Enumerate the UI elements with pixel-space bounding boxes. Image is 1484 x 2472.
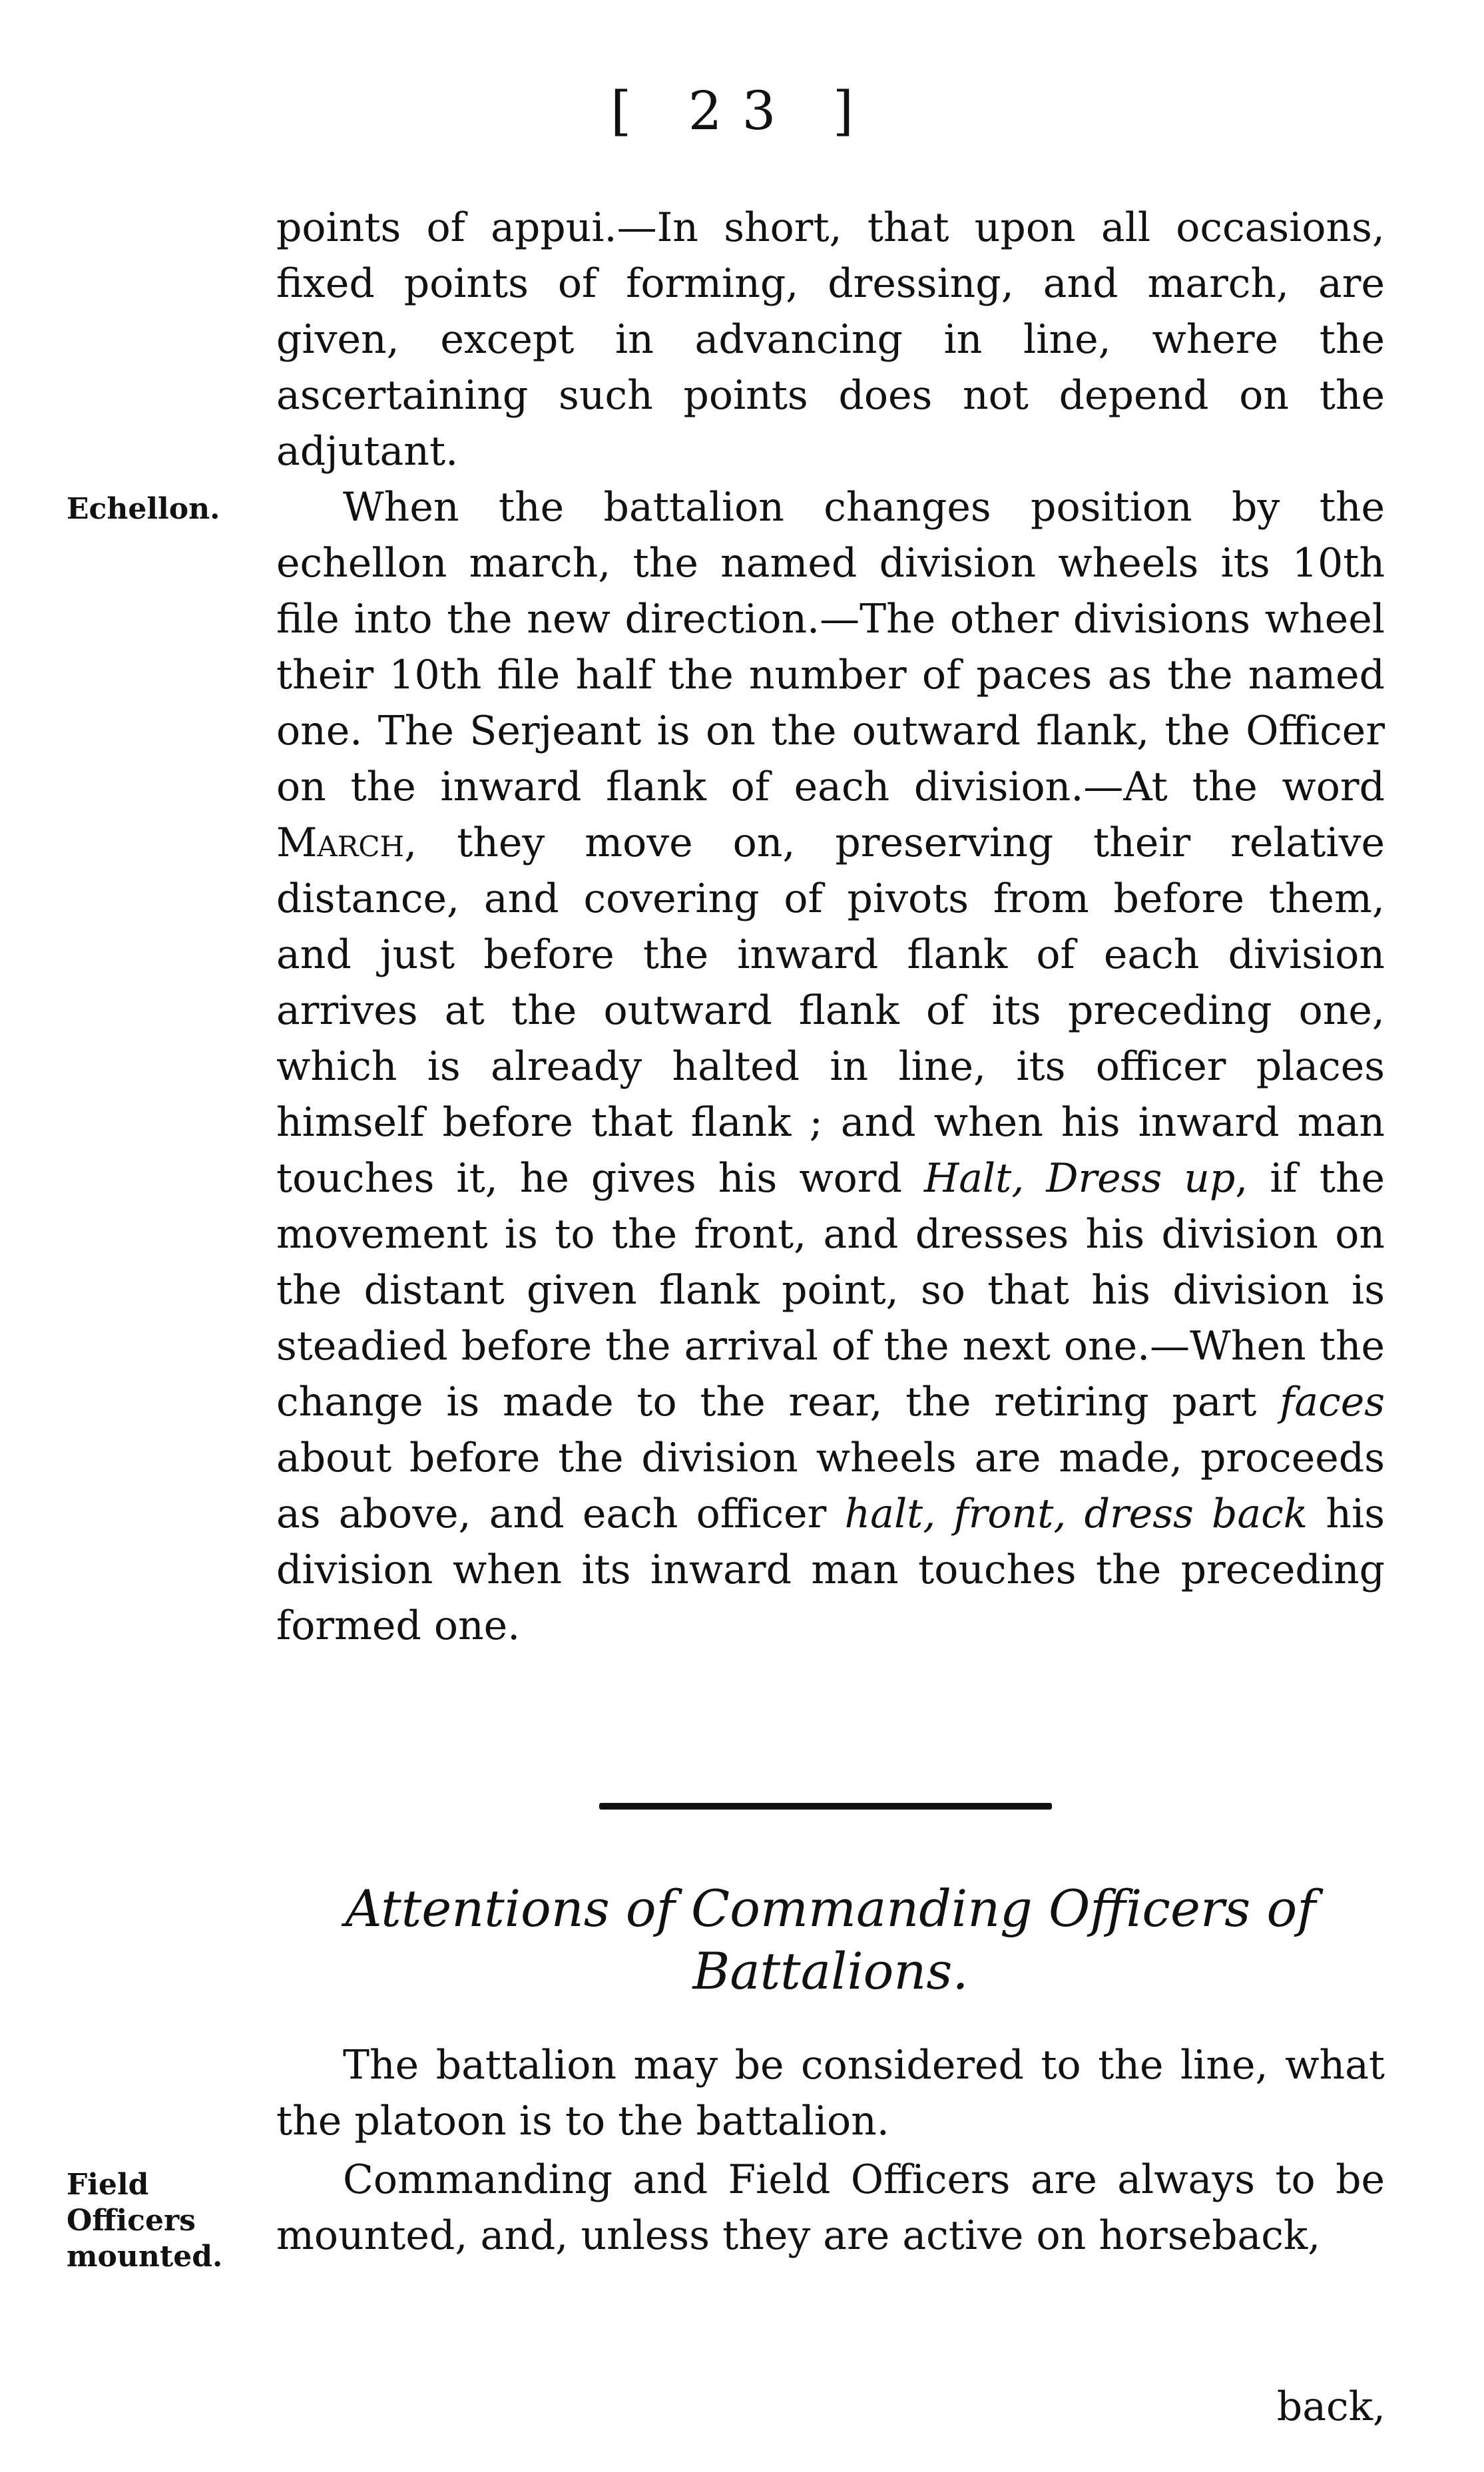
- echellon-text-1: When the battalion changes position by the echellon march, the named division wheels its 10th file into the new direction.—The other divisions wheel their 10th file half the number of paces as the named one. The Serjeant is on the outward flank, the Officer on the inward flank of each division.—At the word: [276, 484, 1385, 810]
- paragraph-field-officers: [276, 2152, 1385, 2264]
- margin-note-echellon: Echellon.: [67, 492, 220, 526]
- echellon-text-2: , they move on, preserving their relative distance, and covering of pivots from before them, and just before the inward flank of each division arrives at the outward flank of its preceding one, which is already halted in line, its officer places himself before that flank ; and when his inward man touches it, he gives his word: [276, 820, 1385, 1202]
- paragraph-text: points of appui.—In short, that upon all occasions, fixed points of forming, dressing, and march, are given, except in advancing in line, where the ascertaining such points does not depend on the adjutant.: [276, 204, 1385, 475]
- paragraph-text: Commanding and Field Officers are always to be mounted, and, unless they are active on horseback,: [276, 2156, 1385, 2259]
- echellon-text-3: , if the movement is to the front, and dresses his division on the distant given flank point, so that his division is steadied before the arrival of the next one.—When the change is made to the rear, the retiring part: [276, 1155, 1385, 1425]
- page-number: [ 23 ]: [610, 80, 874, 142]
- halt-dress-up-command: Halt, Dress up: [923, 1155, 1236, 1202]
- catchword: back,: [1276, 2383, 1385, 2430]
- paragraph-echellon-march: [276, 479, 1385, 1654]
- section-heading: Attentions of Commanding Officers of Battalions.: [345, 1879, 1316, 2001]
- section-divider-rule: [599, 1803, 1052, 1810]
- halt-front-dress-back-command: halt, front, dress back: [844, 1491, 1308, 1537]
- margin-note-field-officers: Field Officers mounted.: [67, 2168, 223, 2274]
- echellon-text-4: about before the division wheels are made, proceeds as above, and each officer: [276, 1435, 1385, 1537]
- echellon-text-5: his division when its inward man touches the preceding formed one.: [276, 1491, 1385, 1649]
- faces-word: faces: [1280, 1379, 1385, 1425]
- paragraph-text: The battalion may be considered to the line, what the platoon is to the battalion.: [276, 2042, 1385, 2144]
- paragraph-points-of-appui: [276, 200, 1385, 479]
- paragraph-battalion-line: [276, 2037, 1385, 2149]
- march-command: March: [276, 820, 405, 866]
